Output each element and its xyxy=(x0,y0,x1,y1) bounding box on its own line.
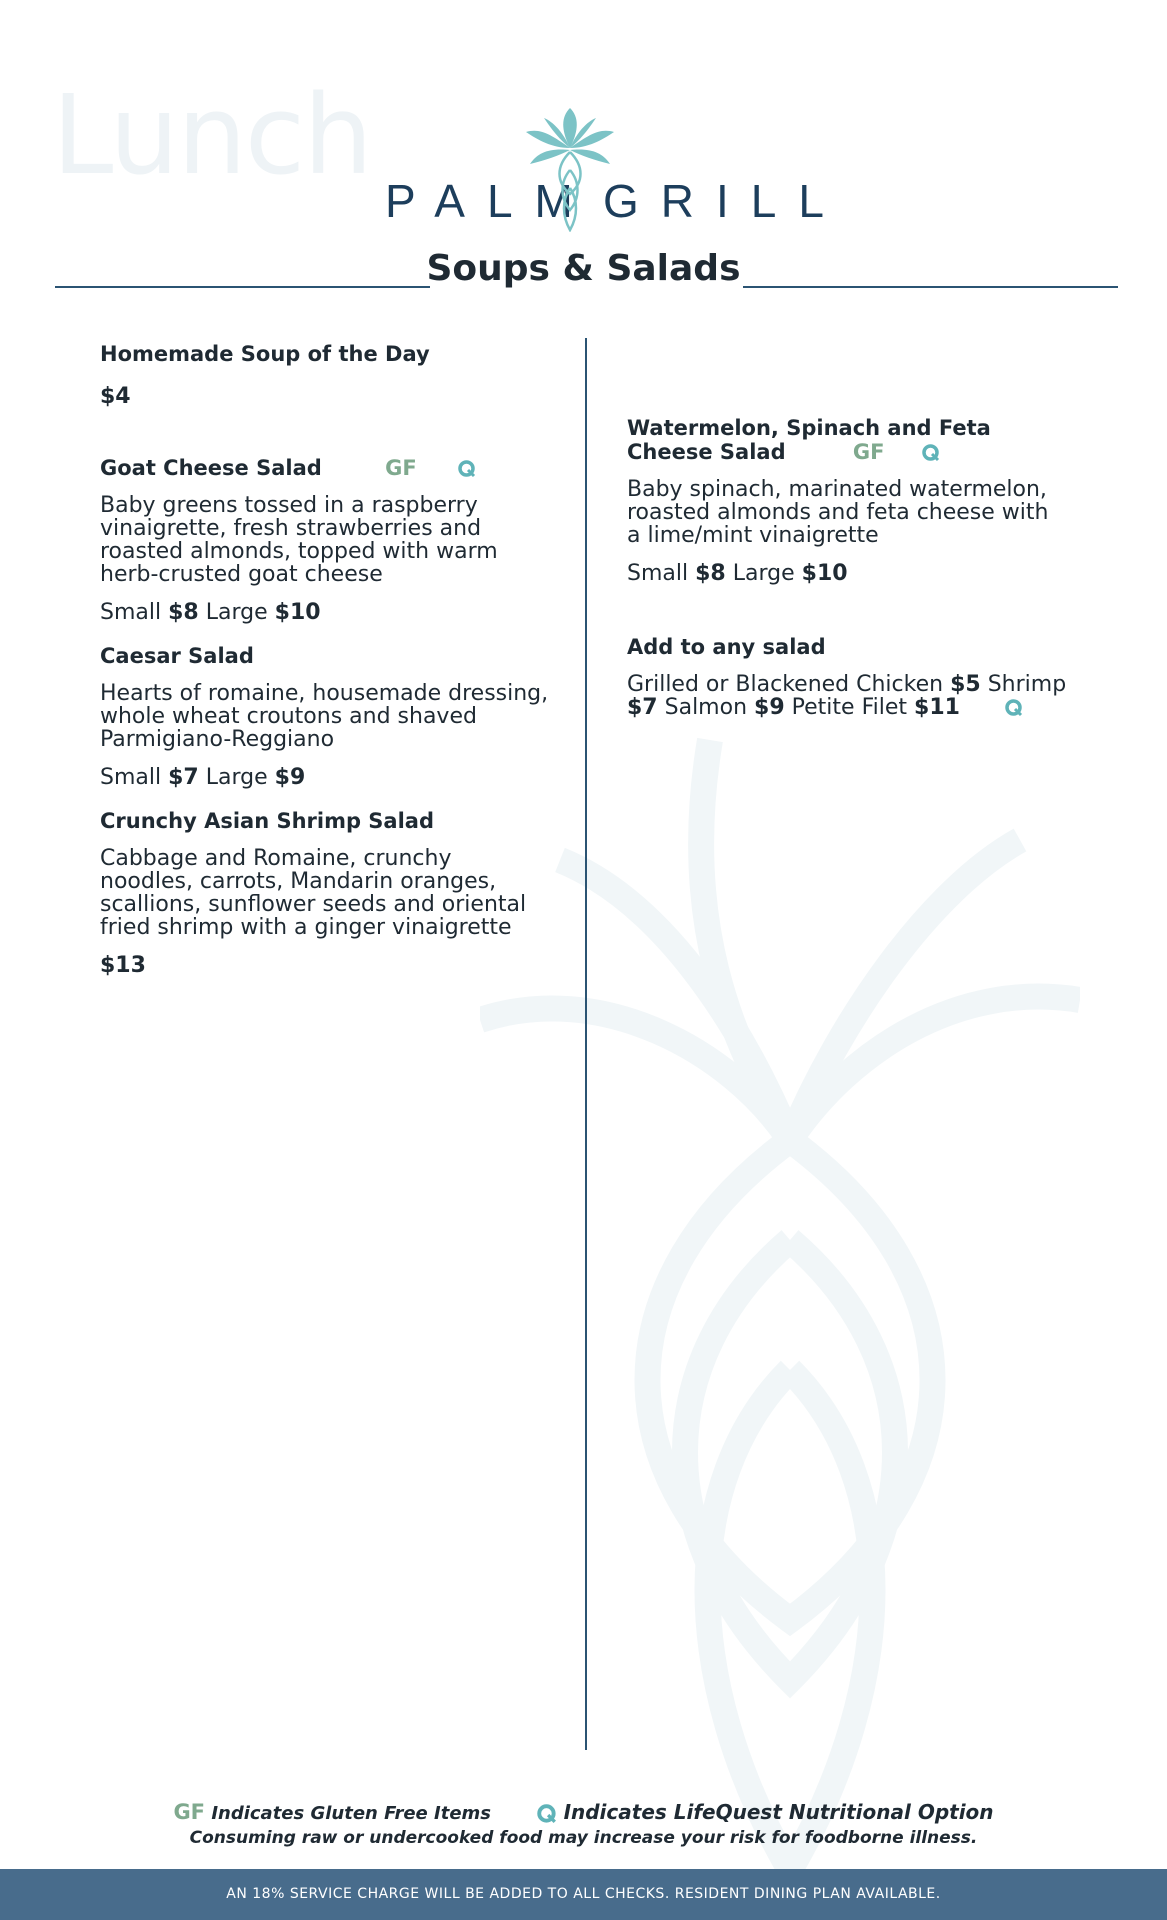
item-name: Homemade Soup of the Day xyxy=(100,342,430,366)
palm-grill-logo xyxy=(385,108,846,238)
header-rule-right xyxy=(743,286,1118,288)
item-price-row xyxy=(627,561,1067,587)
menu-item-soup xyxy=(100,342,550,410)
small-label: Small xyxy=(627,561,689,586)
lunch-watermark: Lunch xyxy=(52,71,371,199)
palm-watermark-icon xyxy=(480,720,1080,1870)
addon-title: Add to any salad xyxy=(627,635,826,659)
addon-list xyxy=(627,673,1067,719)
lifequest-icon xyxy=(537,1804,557,1824)
item-name: Goat Cheese Salad xyxy=(100,456,322,480)
addon-shrimp: Shrimp xyxy=(987,672,1067,697)
large-price: $9 xyxy=(274,765,306,790)
logo-word-grill: GRILL xyxy=(603,175,846,227)
small-price: $8 xyxy=(168,600,199,625)
lifequest-icon xyxy=(1005,699,1023,717)
gf-badge: GF xyxy=(852,440,885,464)
item-price: $13 xyxy=(100,953,146,978)
item-name: Watermelon, Spinach and Feta Cheese Salad xyxy=(627,416,991,464)
add-to-salad-section xyxy=(627,635,1067,719)
large-label: Large xyxy=(205,765,268,790)
addon-chicken-price: $5 xyxy=(950,672,981,697)
footer-legend xyxy=(0,1800,1167,1824)
column-divider xyxy=(585,338,587,1750)
section-title: Soups & Salads xyxy=(426,248,741,289)
item-description: Cabbage and Romaine, crunchy noodles, carrots, Mandarin oranges, scallions, sunflower seeds and oriental fried shrimp with a ginger vinaigrette xyxy=(100,846,527,940)
left-column xyxy=(100,342,550,979)
addon-shrimp-price: $7 xyxy=(627,695,658,720)
gf-badge: GF xyxy=(173,1800,206,1824)
large-price: $10 xyxy=(801,561,848,586)
lifequest-icon xyxy=(458,460,476,478)
menu-item-asian-shrimp-salad xyxy=(100,809,550,979)
addon-chicken: Grilled or Blackened Chicken xyxy=(627,672,944,697)
logo-word-palm: PALM xyxy=(385,175,595,227)
small-label: Small xyxy=(100,600,162,625)
right-column xyxy=(627,416,1067,719)
addon-filet: Petite Filet xyxy=(791,695,908,720)
addon-filet-price: $11 xyxy=(914,695,960,720)
item-description: Hearts of romaine, housemade dressing, whole wheat croutons and shaved Parmigiano-Reggiano xyxy=(100,681,549,752)
food-safety-warning: Consuming raw or undercooked food may increase your risk for foodborne illness. xyxy=(189,1828,978,1848)
item-description: Baby greens tossed in a raspberry vinaigrette, fresh strawberries and roasted almonds, topped with warm herb-crusted goat cheese xyxy=(100,493,498,587)
item-description: Baby spinach, marinated watermelon, roasted almonds and feta cheese with a lime/mint vinaigrette xyxy=(627,477,1049,548)
large-label: Large xyxy=(205,600,268,625)
item-name: Crunchy Asian Shrimp Salad xyxy=(100,809,435,833)
menu-item-caesar-salad xyxy=(100,644,550,791)
item-name-row xyxy=(627,416,1067,464)
item-price: $4 xyxy=(100,384,131,409)
small-price: $7 xyxy=(168,765,199,790)
gf-legend-text: Indicates Gluten Free Items xyxy=(211,1803,491,1824)
addon-salmon: Salmon xyxy=(664,695,748,720)
menu-item-goat-cheese-salad xyxy=(100,456,550,626)
small-label: Small xyxy=(100,765,162,790)
small-price: $8 xyxy=(695,561,726,586)
addon-salmon-price: $9 xyxy=(754,695,785,720)
item-price-row xyxy=(100,600,550,626)
large-label: Large xyxy=(732,561,795,586)
item-name: Caesar Salad xyxy=(100,644,254,668)
item-name-row xyxy=(100,456,550,480)
menu-item-watermelon-salad xyxy=(627,416,1067,587)
gf-badge: GF xyxy=(385,456,417,480)
service-charge-bar: AN 18% SERVICE CHARGE WILL BE ADDED TO ALL CHECKS. RESIDENT DINING PLAN AVAILABLE. xyxy=(0,1869,1167,1920)
item-price-row xyxy=(100,765,550,791)
large-price: $10 xyxy=(274,600,321,625)
lifequest-icon xyxy=(922,444,940,462)
lifequest-legend-text: Indicates LifeQuest Nutritional Option xyxy=(563,1800,994,1824)
